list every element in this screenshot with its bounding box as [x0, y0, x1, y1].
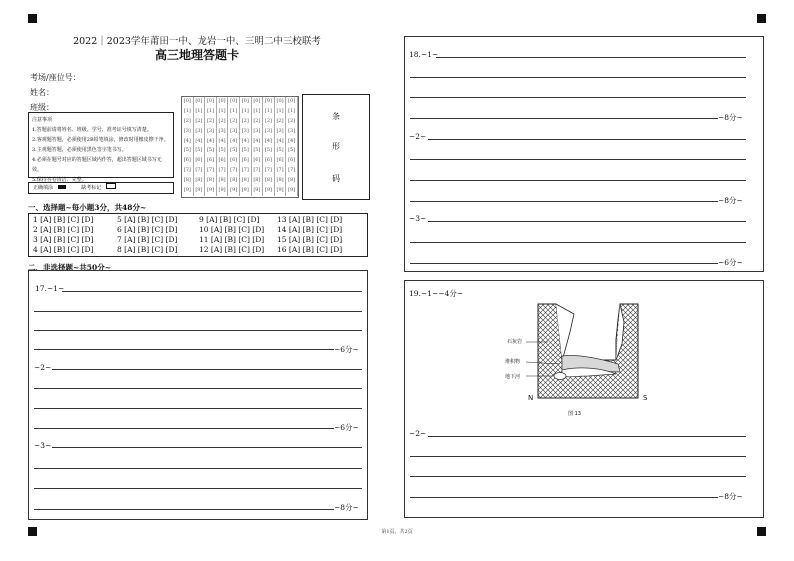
omr-bubble[interactable]: [2]: [240, 117, 252, 127]
omr-bubble[interactable]: [8]: [263, 176, 275, 186]
omr-bubble[interactable]: [4]: [252, 137, 264, 147]
omr-bubble[interactable]: [1]: [205, 107, 217, 117]
omr-bubble[interactable]: [0]: [275, 97, 287, 107]
notice-item: 5.保持答卷清洁、完整。: [32, 177, 87, 183]
omr-bubble[interactable]: [1]: [240, 107, 252, 117]
q18-part1-score: ~8分~: [718, 113, 743, 122]
missing-mark-label: 缺考标记: [81, 185, 102, 191]
omr-bubble[interactable]: [4]: [228, 137, 240, 147]
omr-bubble[interactable]: [5]: [194, 146, 206, 156]
omr-bubble[interactable]: [6]: [275, 156, 287, 166]
omr-bubble[interactable]: [6]: [263, 156, 275, 166]
omr-bubble[interactable]: [9]: [263, 186, 275, 196]
answer-box-q18[interactable]: [404, 36, 764, 272]
omr-bubble[interactable]: [3]: [217, 127, 229, 137]
omr-bubble[interactable]: [9]: [194, 186, 206, 196]
omr-bubble[interactable]: [7]: [240, 166, 252, 176]
omr-bubble[interactable]: [5]: [240, 146, 252, 156]
q17-part1-score: ~6分~: [334, 345, 359, 354]
section-title-open: 二、非选择题~共50分~: [28, 263, 112, 272]
label-limestone: 石灰岩: [507, 339, 523, 345]
omr-bubble[interactable]: [8]: [217, 176, 229, 186]
choice-item[interactable]: 3 [A] [B] [C] [D]: [33, 235, 94, 244]
omr-bubble[interactable]: [3]: [182, 127, 194, 137]
omr-bubble[interactable]: [0]: [205, 97, 217, 107]
choice-item[interactable]: 10 [A] [B] [C] [D]: [199, 225, 265, 234]
omr-bubble[interactable]: [1]: [286, 107, 298, 117]
omr-row: [182, 176, 298, 186]
figure-caption: 图 13: [568, 411, 581, 417]
q19-label: 19.~1~~4分~: [409, 289, 464, 298]
fill-legend: [28, 182, 174, 194]
omr-bubble[interactable]: [9]: [217, 186, 229, 196]
omr-row: [182, 186, 298, 196]
omr-bubble[interactable]: [1]: [263, 107, 275, 117]
barcode-char: 条: [332, 112, 340, 121]
notice-item: 4.必须在题号对应的答题区域内作答，超出答题区域书写无效。: [32, 157, 162, 173]
omr-bubble[interactable]: [0]: [182, 97, 194, 107]
omr-bubble[interactable]: [7]: [263, 166, 275, 176]
omr-row: [182, 146, 298, 156]
page-title: 高三地理答题卡: [154, 48, 239, 62]
barcode-char: 码: [332, 174, 340, 183]
omr-bubble[interactable]: [6]: [194, 156, 206, 166]
omr-bubble[interactable]: [8]: [240, 176, 252, 186]
omr-bubble[interactable]: [0]: [263, 97, 275, 107]
omr-bubble[interactable]: [1]: [275, 107, 287, 117]
q18-part3-score: ~6分~: [718, 258, 743, 267]
omr-bubble[interactable]: [7]: [194, 166, 206, 176]
omr-bubble[interactable]: [9]: [228, 186, 240, 196]
omr-row: [182, 107, 298, 117]
q19-part2-score: ~8分~: [718, 492, 743, 501]
choice-item[interactable]: 13 [A] [B] [C] [D]: [277, 215, 343, 224]
label-deposit: 堆积物: [505, 359, 521, 365]
omr-bubble[interactable]: [2]: [182, 117, 194, 127]
section-title-choice: 一、选择题~每小题3分，共48分~: [28, 203, 147, 212]
omr-bubble[interactable]: [3]: [275, 127, 287, 137]
omr-row: [182, 127, 298, 137]
notice-heading: 注意事项: [32, 117, 53, 123]
page-number: 第1页，共2页: [381, 529, 413, 535]
omr-bubble[interactable]: [2]: [286, 117, 298, 127]
omr-bubble[interactable]: [5]: [286, 146, 298, 156]
q17-part2-label: ~2~: [34, 363, 52, 372]
q17-part3-label: ~3~: [34, 441, 52, 450]
q19-part2-label: ~2~: [409, 429, 427, 438]
omr-bubble[interactable]: [0]: [228, 97, 240, 107]
omr-bubble[interactable]: [4]: [205, 137, 217, 147]
omr-row: [182, 97, 298, 107]
omr-bubble[interactable]: [1]: [217, 107, 229, 117]
omr-bubble[interactable]: [4]: [240, 137, 252, 147]
room-seat-field[interactable]: 考场/座位号：: [30, 73, 81, 82]
omr-bubble[interactable]: [4]: [217, 137, 229, 147]
choice-item[interactable]: 9 [A] [B] [C] [D]: [199, 215, 260, 224]
omr-bubble[interactable]: [3]: [252, 127, 264, 137]
omr-bubble[interactable]: [7]: [228, 166, 240, 176]
omr-bubble[interactable]: [0]: [240, 97, 252, 107]
omr-bubble[interactable]: [5]: [263, 146, 275, 156]
omr-bubble[interactable]: [0]: [217, 97, 229, 107]
omr-bubble[interactable]: [7]: [286, 166, 298, 176]
omr-bubble[interactable]: [4]: [275, 137, 287, 147]
omr-bubble[interactable]: [8]: [286, 176, 298, 186]
choice-item[interactable]: 12 [A] [B] [C] [D]: [199, 245, 265, 254]
omr-bubble[interactable]: [6]: [240, 156, 252, 166]
barcode-char: 形: [332, 142, 340, 151]
choice-item[interactable]: 7 [A] [B] [C] [D]: [117, 235, 178, 244]
name-field[interactable]: 姓名：: [30, 88, 54, 97]
omr-bubble[interactable]: [8]: [252, 176, 264, 186]
omr-bubble[interactable]: [3]: [240, 127, 252, 137]
choice-item[interactable]: 8 [A] [B] [C] [D]: [117, 245, 178, 254]
omr-bubble[interactable]: [5]: [275, 146, 287, 156]
q17-part3-score: ~8分~: [334, 503, 359, 512]
omr-bubble[interactable]: [4]: [194, 137, 206, 147]
omr-bubble[interactable]: [1]: [228, 107, 240, 117]
omr-bubble[interactable]: [7]: [217, 166, 229, 176]
omr-row: [182, 117, 298, 127]
notice-item: 1.答题前请将姓名、班级、学号、准考证号填写清楚。: [32, 127, 152, 133]
omr-bubble[interactable]: [3]: [286, 127, 298, 137]
q18-part3-label: ~3~: [409, 214, 427, 223]
omr-bubble[interactable]: [3]: [205, 127, 217, 137]
q18-part2-label: ~2~: [409, 132, 427, 141]
omr-bubble[interactable]: [3]: [194, 127, 206, 137]
omr-bubble[interactable]: [2]: [217, 117, 229, 127]
q18-part2-score: ~8分~: [718, 196, 743, 205]
omr-bubble[interactable]: [9]: [240, 186, 252, 196]
omr-bubble[interactable]: [2]: [252, 117, 264, 127]
notice-item: 3.主观题答题，必须使用黑色签字笔书写。: [32, 147, 127, 153]
omr-bubble[interactable]: [7]: [275, 166, 287, 176]
barcode-area: [302, 94, 370, 200]
omr-bubble[interactable]: [0]: [194, 97, 206, 107]
omr-bubble[interactable]: [6]: [217, 156, 229, 166]
choice-item[interactable]: 16 [A] [B] [C] [D]: [277, 245, 343, 254]
correct-fill-label: 正确填涂: [33, 185, 54, 191]
choice-item[interactable]: 11 [A] [B] [C] [D]: [199, 235, 265, 244]
omr-row: [182, 166, 298, 176]
omr-bubble[interactable]: [5]: [228, 146, 240, 156]
omr-bubble[interactable]: [2]: [194, 117, 206, 127]
choice-item[interactable]: 6 [A] [B] [C] [D]: [117, 225, 178, 234]
corner-mark-tr: [757, 14, 766, 23]
omr-bubble[interactable]: [3]: [228, 127, 240, 137]
omr-bubble[interactable]: [6]: [182, 156, 194, 166]
choice-item[interactable]: 15 [A] [B] [C] [D]: [277, 235, 343, 244]
omr-bubble[interactable]: [9]: [182, 186, 194, 196]
omr-bubble[interactable]: [2]: [275, 117, 287, 127]
omr-bubble[interactable]: [8]: [205, 176, 217, 186]
q17-label: 17.~1~: [35, 284, 65, 293]
omr-bubble[interactable]: [8]: [275, 176, 287, 186]
class-field[interactable]: 班级：: [30, 103, 54, 112]
choice-item[interactable]: 4 [A] [B] [C] [D]: [33, 245, 94, 254]
notice-box: [28, 112, 174, 183]
omr-bubble[interactable]: [7]: [252, 166, 264, 176]
omr-bubble[interactable]: [5]: [217, 146, 229, 156]
omr-bubble[interactable]: [6]: [286, 156, 298, 166]
omr-bubble[interactable]: [1]: [182, 107, 194, 117]
omr-bubble[interactable]: [5]: [252, 146, 264, 156]
omr-bubble[interactable]: [0]: [286, 97, 298, 107]
q17-part2-score: ~6分~: [334, 423, 359, 432]
q18-label: 18.~1~: [409, 50, 439, 59]
correct-fill-sample: [58, 185, 66, 189]
omr-bubble[interactable]: [1]: [252, 107, 264, 117]
omr-bubble[interactable]: [4]: [263, 137, 275, 147]
omr-bubble[interactable]: [9]: [252, 186, 264, 196]
label-north: N: [528, 394, 534, 402]
omr-bubble[interactable]: [8]: [194, 176, 206, 186]
omr-bubble[interactable]: [6]: [228, 156, 240, 166]
omr-bubble[interactable]: [8]: [182, 176, 194, 186]
choice-item[interactable]: 14 [A] [B] [C] [D]: [277, 225, 343, 234]
cave-diagram: [498, 300, 664, 424]
label-underground-river: 地下河: [505, 374, 521, 380]
omr-bubble[interactable]: [6]: [205, 156, 217, 166]
exam-header: 2022｜2023学年莆田一中、龙岩一中、三明二中三校联考: [73, 36, 321, 47]
choice-item[interactable]: 1 [A] [B] [C] [D]: [33, 215, 94, 224]
omr-bubble[interactable]: [4]: [182, 137, 194, 147]
choice-item[interactable]: 2 [A] [B] [C] [D]: [33, 225, 94, 234]
omr-bubble[interactable]: [2]: [205, 117, 217, 127]
omr-bubble[interactable]: [9]: [286, 186, 298, 196]
answer-box-q17[interactable]: [28, 270, 368, 520]
omr-bubble[interactable]: [3]: [263, 127, 275, 137]
omr-bubble[interactable]: [2]: [263, 117, 275, 127]
omr-bubble[interactable]: [0]: [252, 97, 264, 107]
omr-bubble[interactable]: [5]: [205, 146, 217, 156]
missing-mark-checkbox[interactable]: [106, 183, 116, 189]
omr-bubble[interactable]: [9]: [205, 186, 217, 196]
omr-bubble[interactable]: [7]: [182, 166, 194, 176]
omr-bubble[interactable]: [4]: [286, 137, 298, 147]
choice-item[interactable]: 5 [A] [B] [C] [D]: [117, 215, 178, 224]
omr-bubble[interactable]: [7]: [205, 166, 217, 176]
corner-mark-tl: [28, 14, 37, 23]
notice-item: 2.客观题答题，必须使用2B铅笔填涂，修改时用橡皮擦干净。: [32, 137, 169, 143]
choice-grid: [28, 213, 368, 257]
omr-bubble[interactable]: [1]: [194, 107, 206, 117]
omr-bubble[interactable]: [8]: [228, 176, 240, 186]
omr-bubble[interactable]: [2]: [228, 117, 240, 127]
student-id-grid[interactable]: [181, 96, 299, 198]
omr-bubble[interactable]: [9]: [275, 186, 287, 196]
omr-row: [182, 156, 298, 166]
label-south: S: [643, 394, 648, 402]
omr-bubble[interactable]: [5]: [182, 146, 194, 156]
omr-bubble[interactable]: [6]: [252, 156, 264, 166]
omr-row: [182, 137, 298, 147]
